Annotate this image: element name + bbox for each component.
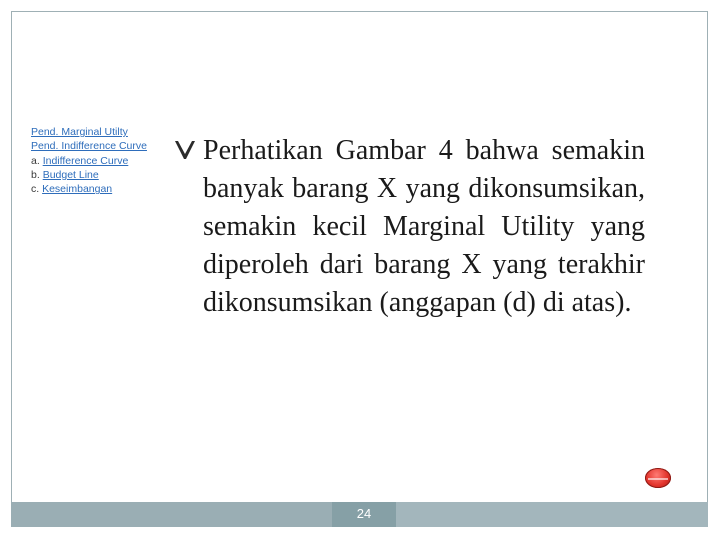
home-button[interactable] [645, 468, 671, 488]
link-indifference-curve-approach[interactable]: Pend. Indifference Curve [31, 140, 147, 153]
content-area [173, 132, 645, 322]
nav-links [31, 125, 147, 196]
link-keseimbangan[interactable]: Keseimbangan [42, 183, 113, 196]
bullet-paragraph [173, 132, 645, 322]
home-icon [648, 478, 668, 480]
link-budget-line[interactable]: Budget Line [42, 168, 99, 181]
paragraph-text: Perhatikan Gambar 4 bahwa semakin banyak barang X yang dikonsumsikan, semakin kecil Marginal Utility yang diperoleh dari barang X yang terakhir dikonsumsikan (anggapan (d) di atas). [203, 135, 645, 318]
check-arrow-icon [173, 138, 197, 162]
nav-item-a-prefix: a. [31, 154, 40, 167]
link-indifference-curve[interactable]: Indifference Curve [42, 154, 129, 167]
footer-bar [11, 502, 708, 527]
nav-item-c-prefix: c. [31, 183, 40, 196]
link-marginal-utility[interactable]: Pend. Marginal Utilty [31, 126, 128, 138]
page-number: 24 [356, 506, 372, 521]
nav-item-b-prefix: b. [31, 168, 40, 181]
footer-left-segment [11, 502, 332, 527]
